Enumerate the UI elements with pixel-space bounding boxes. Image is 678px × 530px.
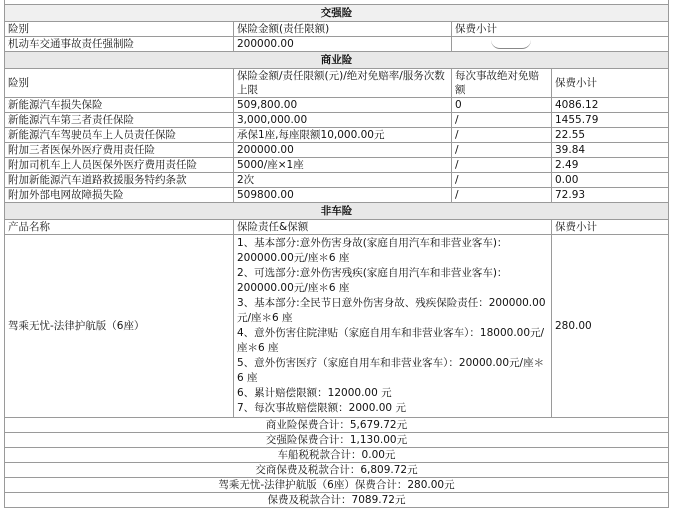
fcx-col-premium: 保费小计 <box>552 220 669 235</box>
syx-col-amount: 保险金额/责任限额(元)/绝对免赔率/服务次数上限 <box>234 69 452 98</box>
jqx-section-header <box>5 5 669 22</box>
syx-row <box>5 113 669 128</box>
syx-row-name: 附加新能源汽车道路救援服务特约条款 <box>5 173 234 188</box>
syx-row-premium: 39.84 <box>552 143 669 158</box>
jqx-title: 交强险 <box>5 5 669 22</box>
syx-title: 商业险 <box>5 52 669 69</box>
fcx-title: 非车险 <box>5 203 669 220</box>
syx-row-amount: 200000.00 <box>234 143 452 158</box>
fcx-product-row <box>5 235 669 418</box>
jqx-row-amount: 200000.00 <box>234 37 452 52</box>
syx-row-premium: 4086.12 <box>552 98 669 113</box>
syx-row-amount: 3,000,000.00 <box>234 113 452 128</box>
syx-row-premium: 72.93 <box>552 188 669 203</box>
syx-row-deductible: / <box>452 128 552 143</box>
syx-row-amount: 509,800.00 <box>234 98 452 113</box>
syx-row-amount: 5000/座×1座 <box>234 158 452 173</box>
syx-row-amount: 2次 <box>234 173 452 188</box>
summary-row <box>5 433 669 448</box>
syx-row-amount: 509800.00 <box>234 188 452 203</box>
summary-vehicle-tax-total: 车船税税款合计：0.00元 <box>5 448 669 463</box>
syx-row <box>5 188 669 203</box>
summary-row <box>5 478 669 493</box>
syx-row <box>5 98 669 113</box>
summary-compulsory-total: 交强险保费合计：1,130.00元 <box>5 433 669 448</box>
fcx-column-headers <box>5 220 669 235</box>
syx-col-risk: 险别 <box>5 69 234 98</box>
syx-row <box>5 143 669 158</box>
jqx-col-risk: 险别 <box>5 22 234 37</box>
syx-row-name: 附加司机车上人员医保外医疗费用责任险 <box>5 158 234 173</box>
syx-row-deductible: / <box>452 143 552 158</box>
syx-row <box>5 173 669 188</box>
syx-col-premium: 保费小计 <box>552 69 669 98</box>
syx-col-deductible: 每次事故绝对免赔额 <box>452 69 552 98</box>
summary-premium-and-tax: 交商保费及税款合计：6,809.72元 <box>5 463 669 478</box>
syx-row-name: 附加三者医保外医疗费用责任险 <box>5 143 234 158</box>
syx-row-name: 新能源汽车驾驶员车上人员责任保险 <box>5 128 234 143</box>
syx-section-header <box>5 52 669 69</box>
summary-grand-total: 保费及税款合计：7089.72元 <box>5 493 669 508</box>
fcx-col-product: 产品名称 <box>5 220 234 235</box>
fcx-product-name: 驾乘无忧-法律护航版（6座） <box>5 235 234 418</box>
jqx-row <box>5 37 669 52</box>
fcx-product-premium: 280.00 <box>552 235 669 418</box>
syx-row-deductible: 0 <box>452 98 552 113</box>
insurance-table <box>4 0 669 508</box>
summary-row <box>5 448 669 463</box>
jqx-col-amount: 保险金额(责任限额) <box>234 22 452 37</box>
fcx-coverage-list <box>234 235 552 418</box>
syx-row-deductible: / <box>452 113 552 128</box>
fcx-clause: 4、意外伤害住院津贴（家庭自用车和非营业客车）：18000.00元/座＊6 座 <box>237 327 545 354</box>
syx-row-name: 附加外部电网故障损失险 <box>5 188 234 203</box>
syx-row-amount: 承保1座,每座限额10,000.00元 <box>234 128 452 143</box>
syx-row <box>5 158 669 173</box>
jqx-column-headers <box>5 22 669 37</box>
fcx-clause: 2、可选部分:意外伤害残疾(家庭自用汽车和非营业客车)：200000.00元/座＊6 座 <box>237 267 508 294</box>
summary-commercial-total: 商业险保费合计：5,679.72元 <box>5 418 669 433</box>
fcx-clause: 7、每次事故赔偿限额：2000.00 元 <box>237 402 406 414</box>
syx-row-deductible: / <box>452 173 552 188</box>
fcx-clause: 5、意外伤害医疗（家庭自用车和非营业客车）：20000.00元/座＊6 座 <box>237 357 545 384</box>
insurance-sheet <box>4 0 668 508</box>
fcx-clause: 6、累计赔偿限额：12000.00 元 <box>237 387 392 399</box>
syx-row-premium: 0.00 <box>552 173 669 188</box>
summary-row <box>5 418 669 433</box>
syx-row-name: 新能源汽车第三者责任保险 <box>5 113 234 128</box>
summary-row <box>5 493 669 508</box>
jqx-row-premium <box>452 37 669 52</box>
syx-row <box>5 128 669 143</box>
jqx-col-premium: 保费小计 <box>452 22 669 37</box>
summary-nonvehicle-total: 驾乘无忧-法律护航版（6座）保费合计：280.00元 <box>5 478 669 493</box>
fcx-clause: 3、基本部分:全民节日意外伤害身故、残疾保险责任：200000.00元/座＊6 座 <box>237 297 546 324</box>
syx-row-name: 新能源汽车损失保险 <box>5 98 234 113</box>
summary-row <box>5 463 669 478</box>
fcx-section-header <box>5 203 669 220</box>
redacted-premium-mark <box>491 40 531 49</box>
syx-row-premium: 1455.79 <box>552 113 669 128</box>
syx-column-headers <box>5 69 669 98</box>
syx-row-premium: 2.49 <box>552 158 669 173</box>
syx-row-deductible: / <box>452 188 552 203</box>
jqx-row-name: 机动车交通事故责任强制险 <box>5 37 234 52</box>
fcx-col-coverage: 保险责任&保额 <box>234 220 552 235</box>
fcx-clause: 1、基本部分:意外伤害身故(家庭自用汽车和非营业客车)：200000.00元/座＊6 座 <box>237 237 508 264</box>
syx-row-deductible: / <box>452 158 552 173</box>
syx-row-premium: 22.55 <box>552 128 669 143</box>
